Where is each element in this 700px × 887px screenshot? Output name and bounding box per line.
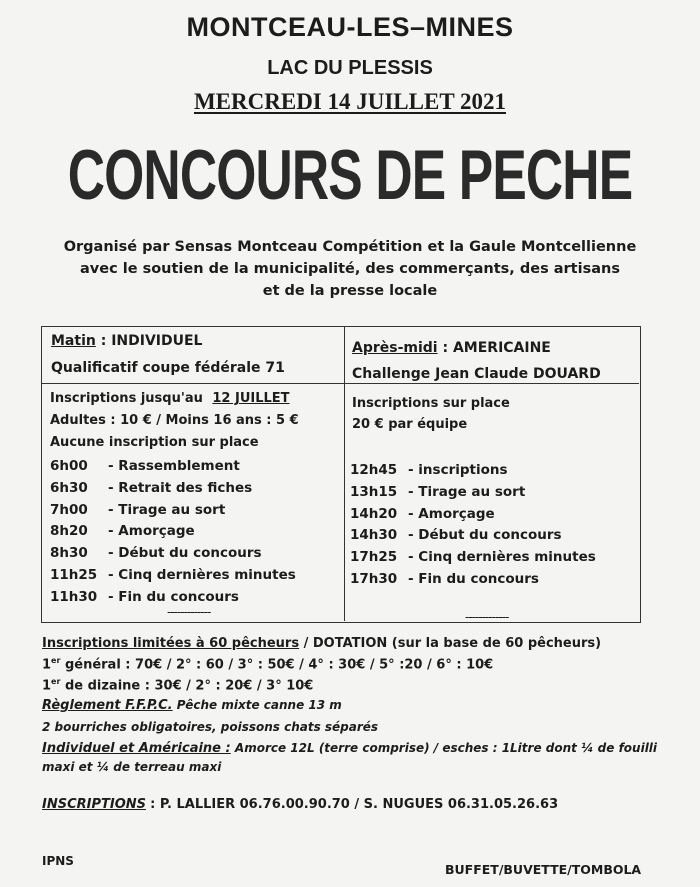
- morning-note: Aucune inscription sur place: [50, 435, 259, 450]
- schedule-event: - inscriptions: [408, 462, 508, 478]
- schedule-row: [50, 500, 296, 522]
- schedule-event: - Retrait des fiches: [108, 479, 253, 496]
- schedule-time: 12h45: [350, 462, 398, 478]
- schedule-event: - Rassemblement: [108, 458, 240, 474]
- schedule-row: [50, 521, 296, 543]
- bourriches-line: 2 bourriches obligatoires, poissons chats séparés: [42, 720, 379, 734]
- city-heading: MONTCEAU-LES–MINES: [186, 12, 514, 42]
- schedule-event: - Fin du concours: [108, 588, 239, 605]
- schedule-event: - Cinq dernières minutes: [108, 566, 296, 583]
- individuel-line-2: maxi et ¼ de terreau maxi: [42, 760, 222, 774]
- schedule-time: 6h30: [50, 479, 88, 496]
- schedule-event: - Fin du concours: [408, 570, 539, 587]
- schedule-row: [50, 565, 296, 587]
- place-heading: LAC DU PLESSIS: [267, 57, 433, 79]
- contact-line: [42, 797, 558, 812]
- contact-text: : P. LALLIER 06.76.00.90.70 / S. NUGUES 06.31.05.26.63: [150, 797, 559, 812]
- afternoon-subtitle: Challenge Jean Claude DOUARD: [352, 366, 601, 382]
- schedule-row: [350, 569, 596, 591]
- schedule-time: 11h25: [50, 566, 98, 583]
- afternoon-label: Après-midi: [352, 340, 438, 356]
- schedule-time: 8h30: [50, 545, 88, 562]
- morning-schedule: [50, 456, 296, 609]
- afternoon-price: 20 € par équipe: [352, 417, 468, 432]
- schedule-time: 7h00: [50, 501, 88, 518]
- table-header-divider: [41, 383, 639, 384]
- dizaine-rank-sup: er: [51, 677, 61, 686]
- schedule-row: [350, 525, 596, 547]
- schedule-time: 14h30: [350, 527, 398, 544]
- dotation-rest: / DOTATION (sur la base de 60 pêcheurs): [303, 636, 602, 651]
- dotation-line: [42, 636, 601, 651]
- schedule-row: [50, 478, 296, 500]
- afternoon-heading: [352, 340, 551, 356]
- reglement-label: Règlement F.F.P.C.: [42, 698, 173, 713]
- schedule-event: - Tirage au sort: [108, 501, 226, 518]
- schedule-row: [50, 543, 296, 565]
- schedule-time: 8h20: [50, 523, 88, 540]
- schedule-row: [50, 456, 296, 478]
- individuel-label: Individuel et Américaine :: [42, 741, 231, 756]
- general-prizes-text: général : 70€ / 2° : 60 / 3° : 50€ / 4° : 30€ / 5° :20 / 6° : 10€: [60, 657, 494, 673]
- afternoon-type: : AMERICAINE: [442, 340, 551, 356]
- general-rank: 1: [42, 657, 52, 673]
- schedule-time: 11h30: [50, 588, 98, 605]
- schedule-time: 14h20: [350, 505, 398, 522]
- dizaine-prizes-text: de dizaine : 30€ / 2° : 20€ / 3° 10€: [60, 678, 314, 694]
- morning-inscriptions: [50, 391, 290, 406]
- organizers-line-3: et de la presse locale: [262, 283, 438, 299]
- reglement-text: Pêche mixte canne 13 m: [172, 698, 342, 712]
- afternoon-inscriptions: Inscriptions sur place: [352, 396, 510, 411]
- organizers-line-2: avec le soutien de la municipalité, des commerçants, des artisans: [80, 261, 620, 277]
- dizaine-rank: 1: [42, 678, 52, 694]
- ipns-mark: IPNS: [42, 854, 74, 868]
- schedule-row: [350, 547, 596, 569]
- afternoon-schedule: [350, 460, 596, 591]
- general-prizes: [42, 656, 493, 672]
- schedule-time: 17h30: [350, 570, 398, 587]
- afternoon-divider: -------------: [465, 610, 509, 624]
- organizers-block: [0, 236, 700, 302]
- poster-title: CONCOURS DE PECHE: [67, 135, 633, 215]
- schedule-event: - Tirage au sort: [408, 483, 526, 500]
- event-date-text: MERCREDI 14 JUILLET 2021: [193, 89, 507, 114]
- individuel-text: Amorce 12L (terre comprise) / esches : 1Litre dont ¼ de fouilli: [230, 741, 658, 755]
- morning-inscriptions-prefix: Inscriptions jusqu'au: [50, 391, 203, 406]
- dizaine-prizes: [42, 677, 313, 693]
- individuel-line: [42, 741, 657, 756]
- footer-buffet: BUFFET/BUVETTE/TOMBOLA: [445, 862, 642, 877]
- schedule-time: 17h25: [350, 549, 398, 566]
- morning-subtitle: Qualificatif coupe fédérale 71: [51, 360, 285, 376]
- schedule-event: - Amorçage: [108, 523, 195, 540]
- schedule-row: [350, 504, 596, 526]
- schedule-event: - Amorçage: [408, 505, 495, 522]
- morning-inscriptions-date: 12 JUILLET: [212, 391, 290, 406]
- schedule-event: - Cinq dernières minutes: [408, 549, 596, 566]
- morning-divider: -------------: [167, 605, 211, 619]
- general-rank-sup: er: [51, 656, 61, 665]
- schedule-time: 6h00: [50, 458, 88, 474]
- morning-label: Matin: [51, 333, 96, 349]
- morning-type: : INDIVIDUEL: [100, 333, 203, 349]
- morning-heading: [51, 333, 202, 349]
- event-date: [0, 89, 700, 115]
- organizers-line-1: Organisé par Sensas Montceau Compétition et la Gaule Montcellienne: [63, 239, 637, 255]
- table-column-divider: [344, 326, 345, 621]
- schedule-event: - Début du concours: [408, 527, 562, 544]
- contact-label: INSCRIPTIONS: [42, 797, 146, 812]
- morning-prices: Adultes : 10 € / Moins 16 ans : 5 €: [50, 413, 299, 428]
- schedule-row: [350, 460, 596, 482]
- dotation-limit: Inscriptions limitées à 60 pêcheurs: [42, 636, 300, 651]
- schedule-row: [350, 482, 596, 504]
- schedule-event: - Début du concours: [108, 545, 262, 562]
- reglement-line: [42, 698, 342, 713]
- schedule-time: 13h15: [350, 483, 398, 500]
